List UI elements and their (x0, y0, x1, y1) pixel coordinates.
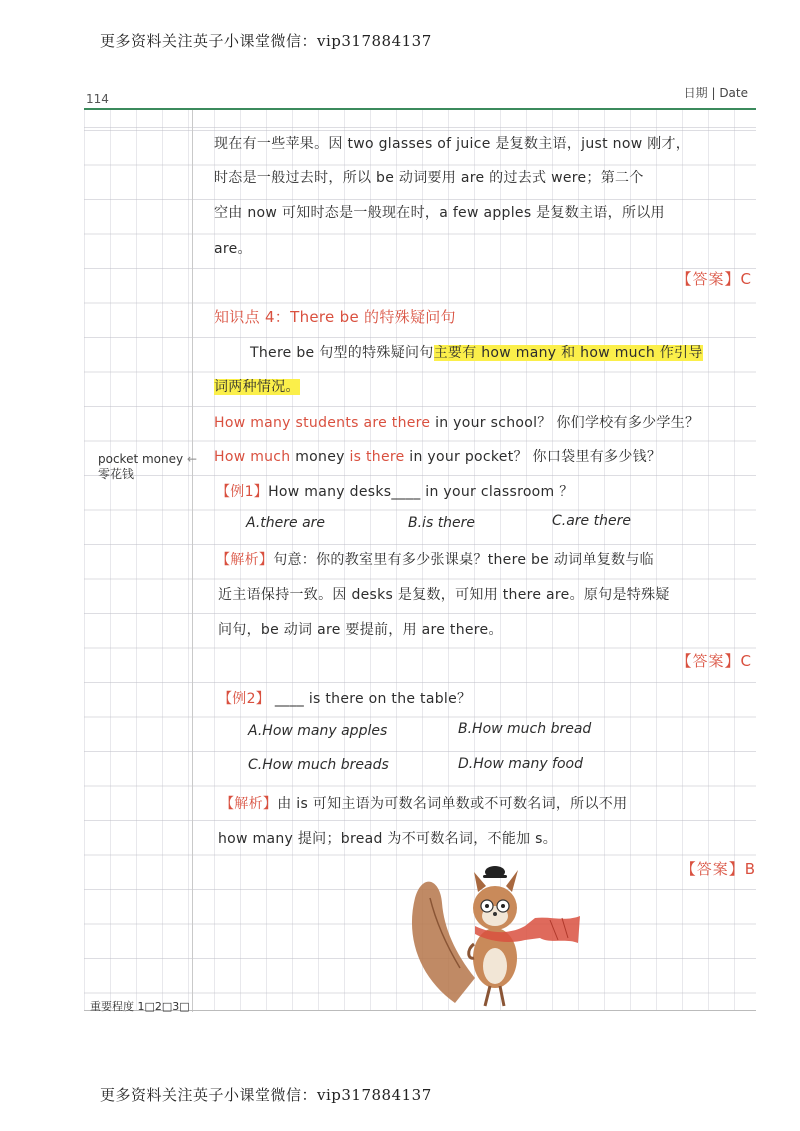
importance-rating: 重要程度 1□2□3□ (90, 1000, 190, 1013)
example-1-text: How many desks____ in your classroom ？ (268, 484, 574, 500)
ex-many-a: How many students (214, 415, 364, 431)
ex-much-b: money (290, 449, 350, 465)
side-note: pocket money ← 零花钱 (98, 452, 197, 481)
example-1-explanation-1 (216, 549, 654, 569)
footer-promo: 更多资料关注英子小课堂微信：vip317884137 (100, 1086, 432, 1104)
example-2-option-d: D.How many food (458, 756, 583, 772)
example-1-explanation-2: 近主语保持一致。因 desks 是复数，可知用 there are。原句是特殊疑 (218, 587, 670, 603)
example-how-much (214, 446, 661, 466)
squirrel-illustration (400, 858, 600, 1008)
example-1-option-a: A.there are (246, 515, 326, 531)
side-note-en: pocket money (98, 452, 184, 466)
answer-3: 【答案】B (680, 860, 756, 878)
example-1-tag: 【例1】 (216, 484, 269, 500)
kp-intro-c: 词两种情况。 (214, 379, 300, 395)
example-2-explanation-2: how many 提问；bread 为不可数名词，不能加 s。 (218, 831, 558, 847)
example-2-option-a: A.How many apples (248, 723, 388, 739)
e1-exp1: 句意：你的教室里有多少张课桌？there be 动词单复数与临 (273, 552, 654, 568)
side-note-zh: 零花钱 (98, 467, 135, 481)
margin-line (192, 110, 193, 1012)
ex-much-a: How much (214, 449, 291, 465)
example-2-explanation-1 (220, 793, 627, 813)
example-1-option-c: C.are there (552, 513, 631, 529)
kp-intro-highlight: 主要有 how many 和 how much 作引导 (433, 345, 703, 361)
body-line-3: 空由 now 可知时态是一般现在时，a few apples 是复数主语，所以用 (214, 205, 665, 221)
body-line-1: 现在有一些苹果。因 two glasses of juice 是复数主语，just now 刚才， (214, 136, 691, 152)
example-1-option-b: B.is there (408, 515, 476, 531)
body-line-2: 时态是一般过去时，所以 be 动词要用 are 的过去式 were；第二个 (214, 170, 644, 186)
example-1-explanation-3: 问句，be 动词 are 要提前，用 are there。 (218, 622, 503, 638)
example-2-explanation-tag: 【解析】 (220, 796, 278, 812)
header-promo: 更多资料关注英子小课堂微信：vip317884137 (100, 32, 432, 50)
example-2-question (218, 688, 471, 708)
example-2-text: ____ is there on the table？ (274, 691, 472, 707)
knowledge-point-title: 知识点 4：There be 的特殊疑问句 (214, 308, 456, 326)
example-how-many (214, 412, 699, 432)
e2-exp1: 由 is 可知主语为可数名词单数或不可数名词，所以不用 (277, 796, 628, 812)
ex-much-d: in your pocket？ 你口袋里有多少钱？ (404, 449, 662, 465)
example-2-tag: 【例2】 (218, 691, 271, 707)
kp-intro-a: There be 句型的特殊疑问句 (250, 345, 434, 361)
kp-intro-c-line (214, 376, 300, 396)
body-line-4: are。 (214, 241, 252, 257)
example-1-question (216, 481, 574, 501)
example-1-explanation-tag: 【解析】 (216, 552, 274, 568)
kp-intro (250, 342, 703, 362)
example-2-option-c: C.How much breads (248, 757, 389, 773)
ex-much-c: is there (349, 449, 405, 465)
ex-many-c: in your school？ 你们学校有多少学生？ (430, 415, 700, 431)
answer-2: 【答案】C (676, 652, 752, 670)
ex-many-b: are there (363, 415, 431, 431)
answer-1: 【答案】C (676, 270, 752, 288)
example-2-option-b: B.How much bread (458, 721, 592, 737)
date-label: 日期 | Date (683, 86, 748, 100)
page-number: 114 (86, 92, 109, 106)
